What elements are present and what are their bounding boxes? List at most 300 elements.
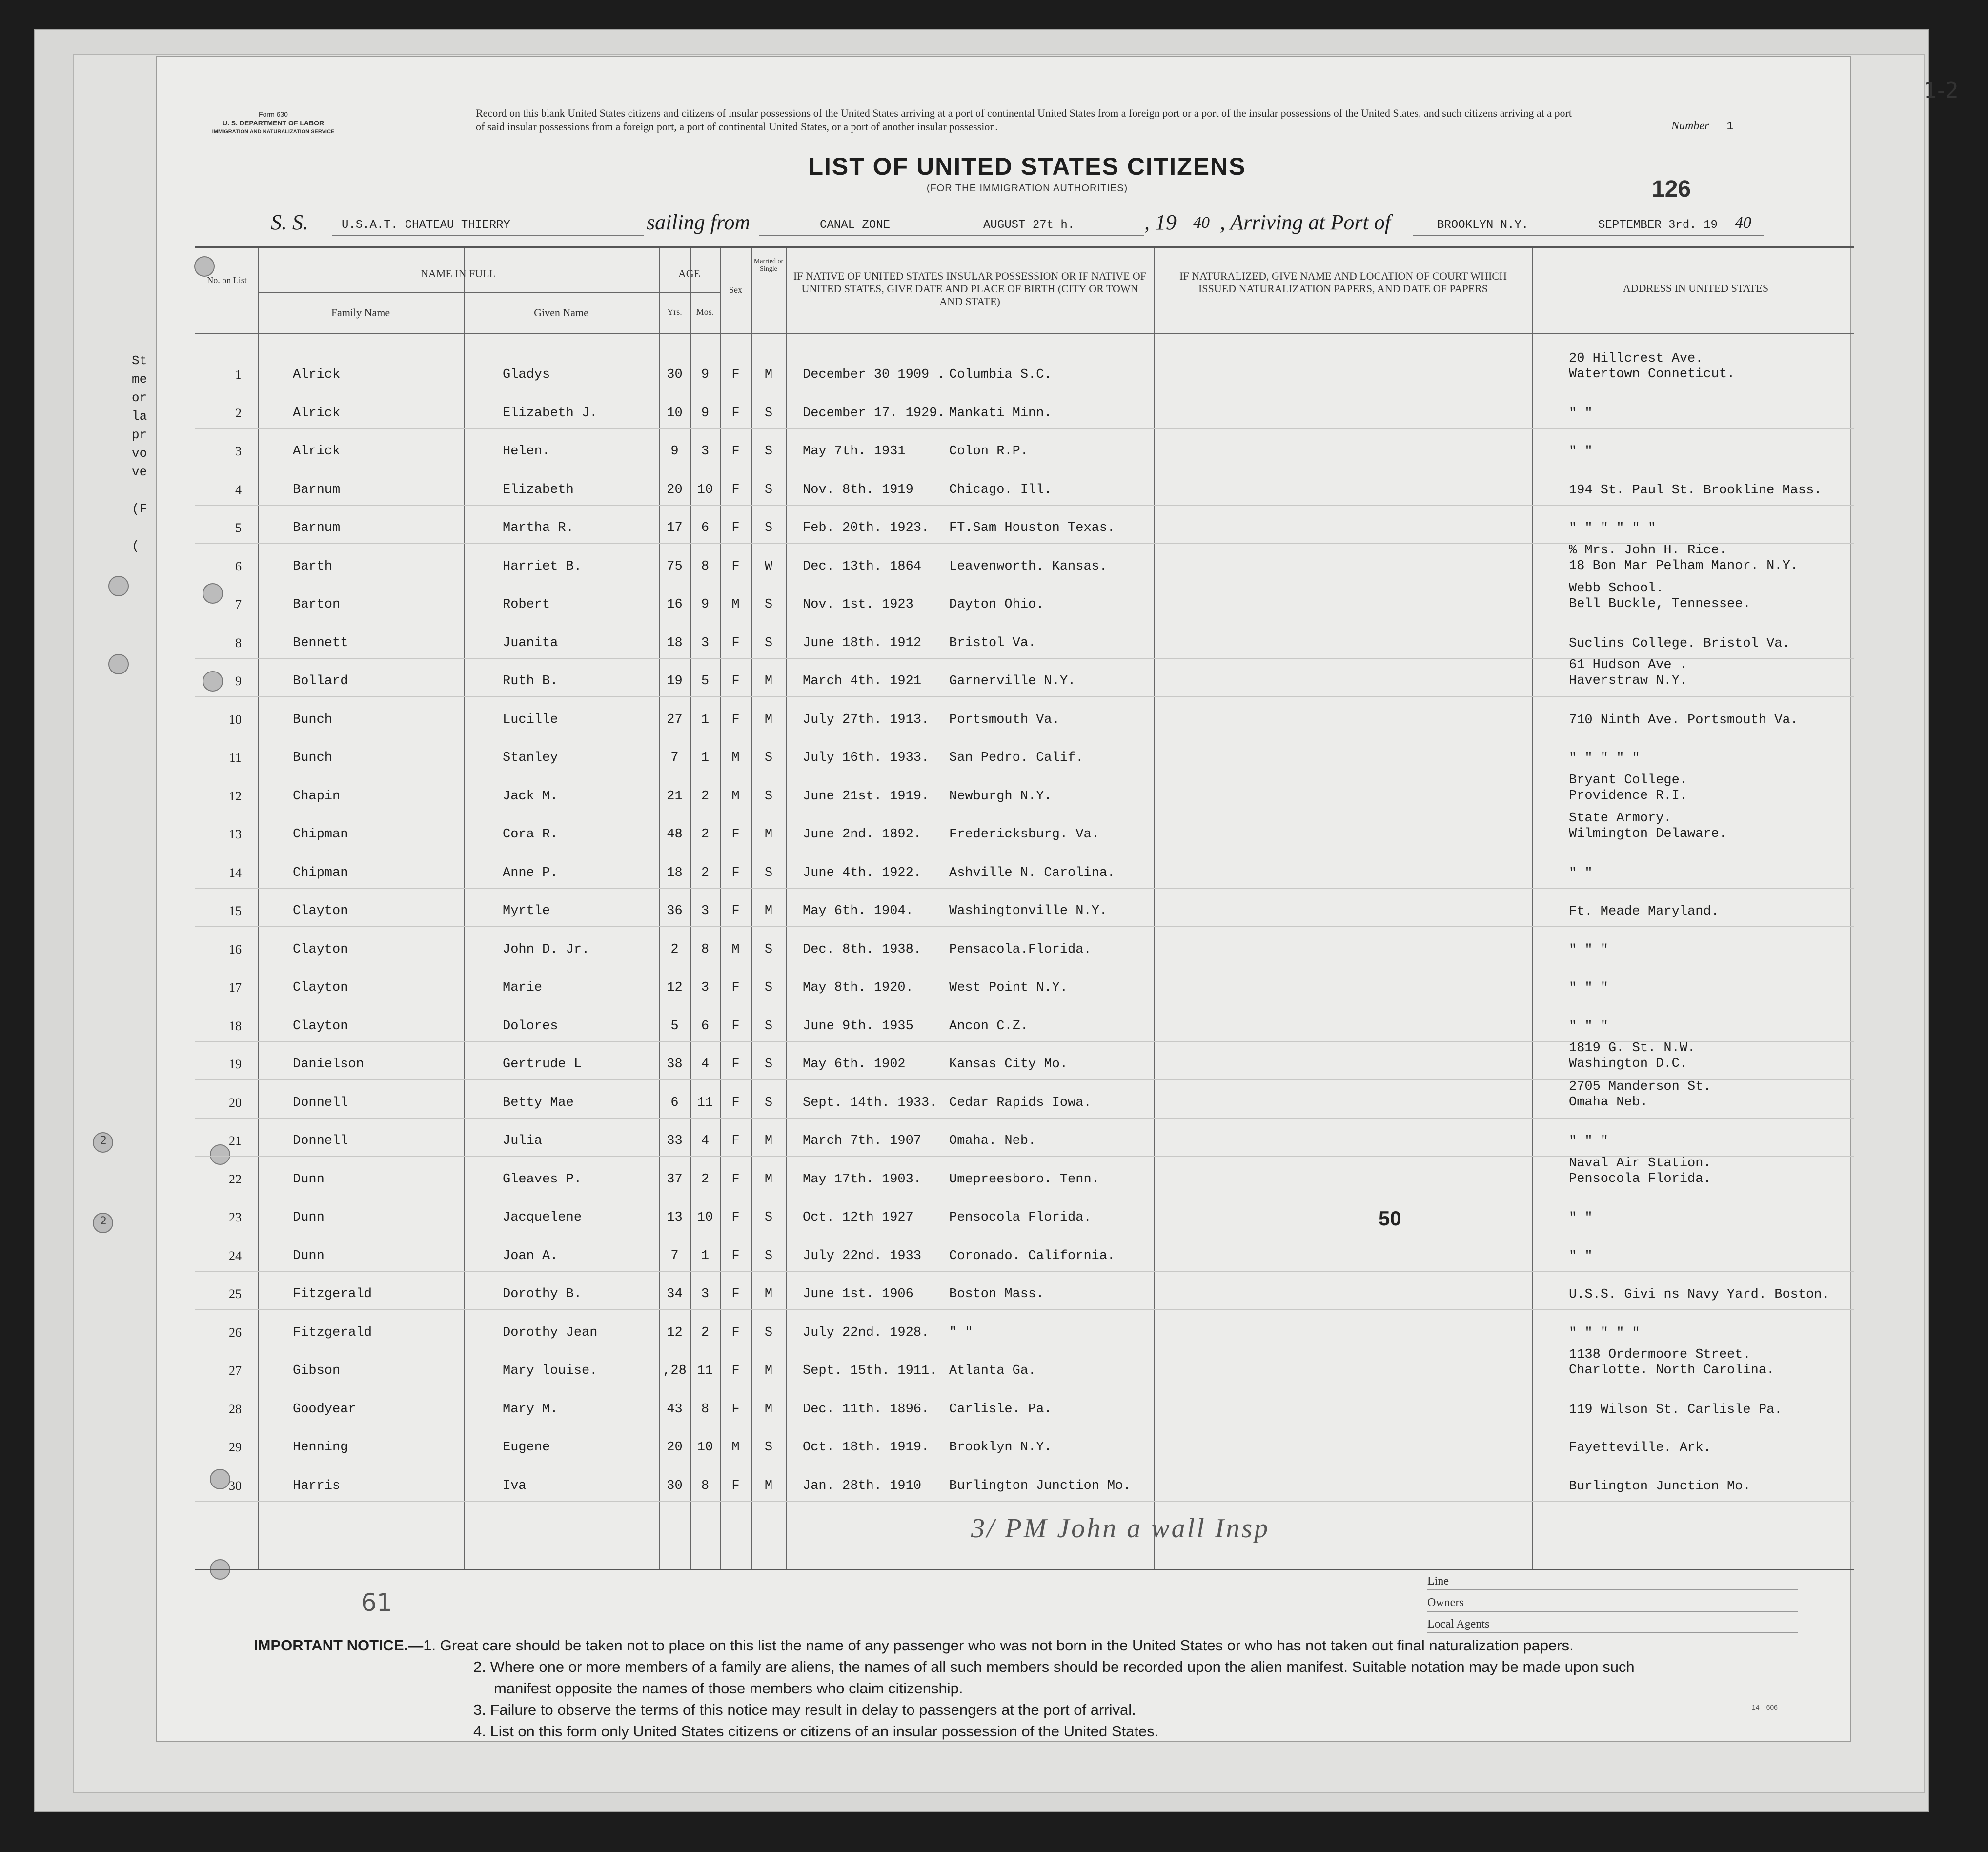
age-months: 3 [701, 1287, 710, 1302]
header-yrs: Yrs. [667, 307, 682, 317]
marital-status: M [764, 1402, 773, 1417]
given-name: Harriet B. [503, 559, 582, 574]
given-name: Betty Mae [503, 1095, 574, 1110]
row-rule [195, 926, 1854, 927]
address-line: " " [1569, 866, 1593, 881]
age-months: 11 [697, 1095, 713, 1110]
header-no-on-list: No. on List [207, 275, 247, 285]
header-sex: Sex [729, 285, 742, 295]
marital-status: S [764, 406, 773, 421]
address-line: " " [1569, 445, 1593, 459]
age-years: 20 [667, 482, 683, 497]
age-months: 8 [701, 1478, 710, 1493]
side-strip-line: (F [132, 502, 147, 516]
notice-item: 2. Where one or more members of a family are aliens, the names of all such members should be recorded upon the alien manifest. Suitable notation may be made upon such [473, 1658, 1635, 1675]
family-name: Dunn [293, 1172, 325, 1187]
age-months: 9 [701, 406, 710, 421]
sex: M [731, 942, 740, 957]
notice-item: 3. Failure to observe the terms of this notice may result in delay to passengers at the port of arrival. [473, 1701, 1136, 1718]
age-years: 9 [670, 444, 679, 459]
family-name: Danielson [293, 1057, 364, 1072]
sex: F [731, 865, 740, 880]
address-line: Washington D.C. [1569, 1057, 1688, 1071]
age-months: 6 [701, 1018, 710, 1034]
sex: F [731, 1402, 740, 1417]
birth-date: June 18th. 1912 [803, 635, 922, 651]
birth-date: July 22nd. 1933 [803, 1248, 922, 1263]
marital-status: M [764, 1287, 773, 1302]
family-name: Bennett [293, 635, 348, 651]
sex: F [731, 1478, 740, 1493]
given-name: John D. Jr. [503, 942, 590, 957]
age-years: 21 [667, 789, 683, 804]
row-number: 25 [229, 1287, 242, 1301]
family-name: Bunch [293, 712, 333, 727]
age-months: 1 [701, 712, 710, 727]
marital-status: S [764, 1248, 773, 1263]
sex: F [731, 1134, 740, 1148]
row-number: 19 [229, 1057, 242, 1071]
given-name: Dorothy Jean [503, 1325, 598, 1340]
agent-lines [1427, 1569, 1798, 1633]
birth-place: Portsmouth Va. [949, 712, 1060, 727]
marital-status: S [764, 751, 773, 765]
birth-place: Columbia S.C. [949, 367, 1052, 382]
birth-place: Fredericksburg. Va. [949, 827, 1099, 842]
age-months: 9 [701, 597, 710, 612]
row-rule [195, 428, 1854, 429]
sex: F [731, 712, 740, 727]
birth-place: Brooklyn N.Y. [949, 1440, 1052, 1455]
age-months: 4 [701, 1057, 710, 1072]
port-to: BROOKLYN N.Y. [1437, 219, 1529, 232]
family-name: Alrick [293, 406, 341, 421]
age-months: 2 [701, 1172, 710, 1187]
form-code: 14—606 [1752, 1703, 1778, 1711]
family-name: Goodyear [293, 1402, 356, 1417]
family-name: Clayton [293, 942, 348, 957]
row-number: 23 [229, 1210, 242, 1224]
side-strip-line: la [132, 409, 147, 424]
row-rule [195, 1309, 1854, 1310]
birth-date: Sept. 15th. 1911. [803, 1364, 937, 1378]
side-strip-line: ( [132, 539, 140, 553]
age-months: 3 [701, 635, 710, 651]
age-years: 18 [667, 635, 683, 651]
row-number: 22 [229, 1172, 242, 1186]
address-line: Webb School. [1569, 581, 1664, 596]
age-months: 3 [701, 904, 710, 918]
family-name: Bunch [293, 751, 333, 765]
address-line: " " " " " " [1569, 521, 1656, 536]
row-number: 11 [229, 751, 242, 765]
address-line: 710 Ninth Ave. Portsmouth Va. [1569, 712, 1798, 728]
birth-place: FT.Sam Houston Texas. [949, 521, 1116, 535]
given-name: Jack M. [503, 789, 558, 804]
birth-date: June 9th. 1935 [803, 1018, 913, 1034]
marital-status: M [764, 1478, 773, 1493]
address-line: Fayetteville. Ark. [1569, 1441, 1711, 1455]
sex: F [731, 367, 740, 382]
address-line: Ft. Meade Maryland. [1569, 904, 1719, 919]
birth-place: Ashville N. Carolina. [949, 865, 1116, 880]
row-number: 28 [229, 1402, 242, 1416]
age-months: 2 [701, 827, 710, 842]
side-strip-line: me [132, 372, 147, 387]
row-rule [195, 1118, 1854, 1119]
form-number: Form 630 [259, 110, 288, 118]
address-line: Wilmington Delaware. [1569, 827, 1727, 841]
age-months: 6 [701, 521, 710, 535]
row-rule [195, 1271, 1854, 1272]
family-name: Fitzgerald [293, 1287, 372, 1302]
form-identifier [205, 110, 342, 136]
column-divider [1532, 248, 1533, 1570]
address-line: " " " [1569, 942, 1609, 957]
row-number: 24 [229, 1248, 242, 1263]
birth-place: Ancon C.Z. [949, 1018, 1029, 1034]
sex: F [731, 1057, 740, 1072]
address-line: 194 St. Paul St. Brookline Mass. [1569, 483, 1822, 498]
birth-date: Sept. 14th. 1933. [803, 1095, 937, 1110]
marital-status: S [764, 597, 773, 612]
marital-status: S [764, 635, 773, 651]
birth-date: Dec. 13th. 1864 [803, 559, 922, 574]
sex: F [731, 444, 740, 459]
age-years: 30 [667, 367, 683, 382]
marital-status: M [764, 904, 773, 918]
birth-place: Carlisle. Pa. [949, 1402, 1052, 1417]
birth-place: Boston Mass. [949, 1287, 1044, 1302]
age-years: 16 [667, 597, 683, 612]
birth-place: Omaha. Neb. [949, 1134, 1036, 1148]
row-number: 6 [235, 559, 242, 573]
address-line: 119 Wilson St. Carlisle Pa. [1569, 1402, 1783, 1417]
marital-status: S [764, 1325, 773, 1340]
ship-name: U.S.A.T. CHATEAU THIERRY [342, 219, 510, 232]
sex: F [731, 635, 740, 651]
arriving-label: , Arriving at Port of [1220, 210, 1391, 234]
address-line: 20 Hillcrest Ave. [1569, 351, 1704, 366]
year-prefix: , 19 [1144, 210, 1177, 234]
birth-date: Nov. 8th. 1919 [803, 482, 913, 497]
header-rule [258, 292, 659, 293]
birth-date: December 30 1909 . [803, 367, 945, 382]
sex: F [731, 674, 740, 689]
age-years: 19 [667, 674, 683, 689]
sex: M [731, 1440, 740, 1455]
age-years: 36 [667, 904, 683, 918]
birth-date: May 8th. 1920. [803, 980, 913, 995]
age-years: 34 [667, 1287, 683, 1302]
punch-hole [108, 654, 129, 674]
department-name: U. S. DEPARTMENT OF LABOR [222, 119, 325, 127]
address-line: " " " [1569, 1019, 1609, 1034]
side-note: 1-2 [1924, 78, 1959, 103]
address-line: " " [1569, 1211, 1593, 1225]
given-name: Eugene [503, 1440, 550, 1455]
header-married-single: Married or Single [753, 258, 784, 273]
ss-label: S. S. [271, 210, 308, 234]
marital-status: M [764, 367, 773, 382]
age-years: 12 [667, 980, 683, 995]
sex: F [731, 559, 740, 574]
address-line: " " " [1569, 981, 1609, 996]
family-name: Clayton [293, 1018, 348, 1034]
age-months: 10 [697, 482, 713, 497]
year-suffix: 40 [1193, 214, 1210, 232]
birth-date: May 6th. 1904. [803, 904, 913, 918]
given-name: Joan A. [503, 1248, 558, 1263]
marital-status: S [764, 521, 773, 535]
marital-status: S [764, 789, 773, 804]
birth-place: Washingtonville N.Y. [949, 904, 1108, 918]
age-years: 7 [670, 751, 679, 765]
column-divider [258, 248, 259, 1570]
address-line: State Armory. [1569, 811, 1672, 826]
birth-date: July 16th. 1933. [803, 751, 930, 765]
given-name: Cora R. [503, 827, 558, 842]
side-strip-line: pr [132, 427, 147, 442]
family-name: Harris [293, 1478, 341, 1493]
column-divider [1154, 248, 1155, 1570]
marital-status: S [764, 1018, 773, 1034]
marital-status: M [764, 674, 773, 689]
given-name: Elizabeth J. [503, 406, 598, 421]
birth-date: June 4th. 1922. [803, 865, 922, 880]
family-name: Chipman [293, 827, 348, 842]
family-name: Clayton [293, 904, 348, 918]
row-number: 1 [235, 367, 242, 382]
address-line: Pensocola Florida. [1569, 1171, 1711, 1186]
row-number: 13 [229, 827, 242, 841]
row-number: 26 [229, 1325, 242, 1340]
age-years: 37 [667, 1172, 683, 1187]
age-months: 1 [701, 1248, 710, 1263]
row-number: 20 [229, 1095, 242, 1110]
notice-item: manifest opposite the names of those members who claim citizenship. [494, 1680, 963, 1697]
passenger-table [195, 246, 1854, 1570]
service-name: IMMIGRATION AND NATURALIZATION SERVICE [212, 129, 335, 135]
row-rule [195, 696, 1854, 697]
header-rule [659, 292, 720, 293]
marital-status: M [764, 827, 773, 842]
age-months: 9 [701, 367, 710, 382]
page-subtitle: (FOR THE IMMIGRATION AUTHORITIES) [926, 183, 1128, 194]
row-number: 17 [229, 980, 242, 995]
address-line: % Mrs. John H. Rice. [1569, 543, 1727, 558]
given-name: Lucille [503, 712, 558, 727]
birth-place: Chicago. Ill. [949, 482, 1052, 497]
age-years: 10 [667, 406, 683, 421]
given-name: Iva [503, 1478, 527, 1493]
birth-place: West Point N.Y. [949, 980, 1068, 995]
age-years: 30 [667, 1478, 683, 1493]
year-to: 40 [1735, 214, 1751, 232]
birth-date: March 4th. 1921 [803, 674, 922, 689]
record-instructions: Record on this blank United States citizens and citizens of insular possessions of the United States arriving at a port of continental United States from a foreign port or a port of the insular possessions of the United States, and such citizens arriving at a port of said insular possessions from a foreign port, a port of continental United States, or a port of another insular possession. [476, 107, 1572, 133]
row-rule [195, 1501, 1854, 1502]
notice-lead: IMPORTANT NOTICE.— [254, 1637, 424, 1654]
row-number: 10 [229, 712, 242, 727]
marital-status: S [764, 980, 773, 995]
sex: F [731, 1172, 740, 1187]
row-number: 8 [235, 635, 242, 650]
header-mos: Mos. [696, 307, 714, 317]
sex: F [731, 980, 740, 995]
birth-place: Bristol Va. [949, 635, 1036, 651]
family-name: Alrick [293, 444, 341, 459]
number-field [1671, 120, 1734, 133]
address-line: " " [1569, 406, 1593, 421]
marital-status: S [764, 1440, 773, 1455]
sailing-from-label: sailing from [647, 210, 751, 234]
age-years: 43 [667, 1402, 683, 1417]
family-name: Dunn [293, 1210, 325, 1225]
side-strip-line: vo [132, 446, 147, 461]
header-address: ADDRESS IN UNITED STATES [1623, 282, 1769, 294]
given-name: Mary louise. [503, 1364, 598, 1378]
marital-status: S [764, 1057, 773, 1072]
given-name: Robert [503, 597, 550, 612]
birth-place: San Pedro. Calif. [949, 751, 1084, 765]
given-name: Stanley [503, 751, 558, 765]
court-number: 50 [1379, 1207, 1401, 1230]
family-name: Donnell [293, 1095, 348, 1110]
underline [1413, 235, 1764, 236]
age-years: 2 [670, 942, 679, 957]
address-line: " " " " " [1569, 751, 1640, 766]
sex: F [731, 1210, 740, 1225]
family-name: Fitzgerald [293, 1325, 372, 1340]
address-line: Omaha Neb. [1569, 1095, 1648, 1110]
family-name: Bollard [293, 674, 348, 689]
age-years: ,28 [663, 1364, 687, 1378]
age-months: 2 [701, 865, 710, 880]
address-line: Bell Buckle, Tennessee. [1569, 597, 1751, 611]
row-number: 7 [235, 597, 242, 611]
underline [759, 235, 1144, 236]
birth-date: Oct. 12th 1927 [803, 1210, 913, 1225]
header-name-in-full: NAME IN FULL [421, 267, 496, 280]
marital-status: S [764, 444, 773, 459]
row-number: 2 [235, 406, 242, 420]
address-line: " " " [1569, 1134, 1609, 1149]
notice-item: 1. Great care should be taken not to place on this list the name of any passenger who was not born in the United States or who has not taken out final naturalization papers. [423, 1637, 1574, 1654]
birth-place: Kansas City Mo. [949, 1057, 1068, 1072]
birth-date: December 17. 1929. [803, 406, 945, 421]
column-divider [786, 248, 787, 1570]
sex: F [731, 1248, 740, 1263]
birth-place: Dayton Ohio. [949, 597, 1044, 612]
birth-place: Pensacola.Florida. [949, 942, 1092, 957]
number-value: 1 [1726, 120, 1734, 133]
family-name: Chipman [293, 865, 348, 880]
age-years: 13 [667, 1210, 683, 1225]
family-name: Chapin [293, 789, 341, 804]
birth-date: Oct. 18th. 1919. [803, 1440, 930, 1455]
address-line: Bryant College. [1569, 773, 1688, 788]
birth-date: Feb. 20th. 1923. [803, 521, 930, 535]
marital-status: M [764, 1364, 773, 1378]
page-mark: 61 [361, 1588, 392, 1617]
important-notice [254, 1635, 1825, 1742]
birth-place: Coronado. California. [949, 1248, 1116, 1263]
side-strip-line: or [132, 390, 147, 405]
header-naturalized: IF NATURALIZED, GIVE NAME AND LOCATION OF COURT WHICH ISSUED NATURALIZATION PAPERS, AND DATE OF PAPERS [1179, 270, 1507, 295]
address-line: 1819 G. St. N.W. [1569, 1041, 1696, 1056]
given-name: Julia [503, 1134, 543, 1148]
given-name: Marie [503, 980, 543, 995]
sex: F [731, 1095, 740, 1110]
sex: F [731, 827, 740, 842]
birth-place: Newburgh N.Y. [949, 789, 1052, 804]
notice-item: 4. List on this form only United States citizens or citizens of an insular possession of the United States. [473, 1723, 1159, 1740]
page-title: LIST OF UNITED STATES CITIZENS [808, 153, 1246, 180]
owners-field: Owners [1427, 1590, 1798, 1612]
punch-hole [108, 576, 129, 596]
marital-status: S [764, 942, 773, 957]
side-strip-line: ve [132, 465, 147, 479]
address-line: 2705 Manderson St. [1569, 1079, 1711, 1094]
birth-place: Mankati Minn. [949, 406, 1052, 421]
age-years: 5 [670, 1018, 679, 1034]
address-line: 61 Hudson Ave . [1569, 658, 1688, 672]
given-name: Gladys [503, 367, 550, 382]
marital-status: W [764, 559, 773, 574]
family-name: Alrick [293, 367, 341, 382]
underline [332, 235, 644, 236]
address-line: " " [1569, 1249, 1593, 1264]
birth-place: Atlanta Ga. [949, 1364, 1036, 1378]
given-name: Anne P. [503, 865, 558, 880]
age-months: 8 [701, 559, 710, 574]
birth-date: July 22nd. 1928. [803, 1325, 930, 1340]
age-years: 33 [667, 1134, 683, 1148]
address-line: Burlington Junction Mo. [1569, 1479, 1751, 1494]
birth-place: Cedar Rapids Iowa. [949, 1095, 1092, 1110]
address-line: Naval Air Station. [1569, 1156, 1711, 1171]
birth-date: May 6th. 1902 [803, 1057, 906, 1072]
given-name: Helen. [503, 444, 550, 459]
age-months: 2 [701, 789, 710, 804]
family-name: Dunn [293, 1248, 325, 1263]
birth-date: June 1st. 1906 [803, 1287, 913, 1302]
given-name: Dolores [503, 1018, 558, 1034]
row-number: 14 [229, 865, 242, 880]
birth-date: May 17th. 1903. [803, 1172, 922, 1187]
birth-place: Garnerville N.Y. [949, 674, 1076, 689]
age-months: 3 [701, 980, 710, 995]
row-number: 3 [235, 444, 242, 458]
sex: M [731, 597, 740, 612]
marital-status: S [764, 1210, 773, 1225]
age-years: 12 [667, 1325, 683, 1340]
age-months: 8 [701, 1402, 710, 1417]
sex: F [731, 1325, 740, 1340]
row-rule [195, 505, 1854, 506]
header-rule [195, 333, 1854, 334]
birth-date: Jan. 28th. 1910 [803, 1478, 922, 1493]
marital-status: M [764, 1172, 773, 1187]
address-line: Suclins College. Bristol Va. [1569, 636, 1790, 651]
sex: F [731, 406, 740, 421]
column-divider [464, 248, 465, 1570]
sex: F [731, 1364, 740, 1378]
address-line: " " " " " [1569, 1325, 1640, 1341]
marital-status: M [764, 712, 773, 727]
margin-mark: 2 [100, 1215, 107, 1227]
